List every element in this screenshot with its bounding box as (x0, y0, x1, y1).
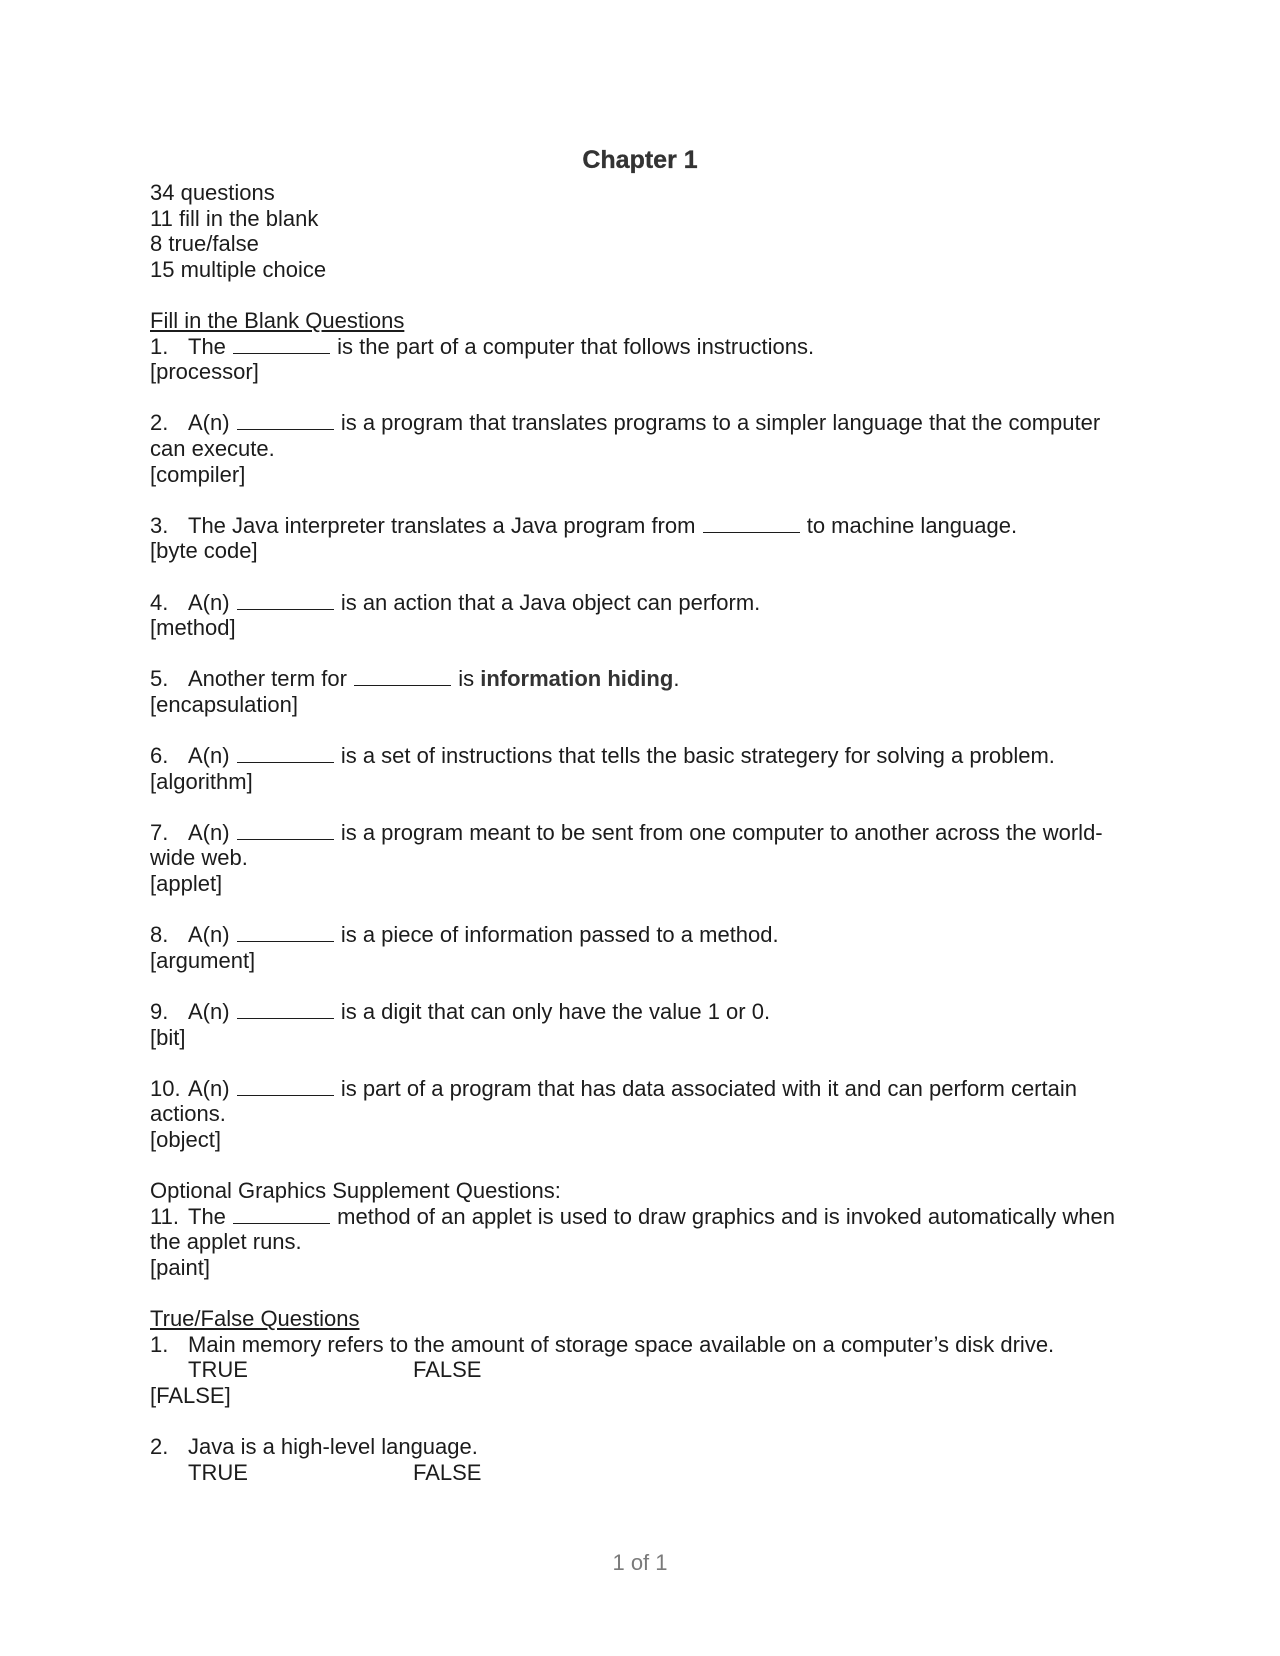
answer-blank (354, 666, 451, 686)
question-suffix: is a set of instructions that tells the basic strategery for solving a problem. (340, 743, 1055, 769)
question-prefix: A(n) (188, 1075, 230, 1101)
question-number: 2. (150, 410, 169, 436)
answer-key: [object] (150, 1126, 221, 1152)
question-prefix: A(n) (188, 999, 230, 1024)
answer-key: [FALSE] (150, 1382, 231, 1408)
fill-question-10 (150, 1076, 1130, 1127)
tf-section-heading: True/False Questions (150, 1306, 360, 1332)
answer-key: [bit] (150, 1024, 186, 1050)
answer-blank (237, 999, 334, 1019)
summary-line: 34 questions (150, 180, 275, 205)
fill-question-5 (150, 666, 1130, 692)
answer-key: [argument] (150, 947, 256, 973)
question-number: 4. (150, 589, 169, 615)
question-number: 5. (150, 666, 169, 692)
bold-phrase: information hiding (480, 666, 674, 692)
question-number: 1. (150, 1331, 169, 1357)
question-number: 10. (150, 1075, 181, 1101)
question-number: 9. (150, 999, 169, 1024)
question-suffix: is a piece of information passed to a method. (340, 922, 779, 948)
answer-blank (703, 513, 800, 533)
answer-key: [algorithm] (150, 768, 253, 794)
question-prefix: The (188, 1203, 226, 1229)
question-suffix: is an action that a Java object can perform. (340, 589, 761, 615)
fill-question-2 (150, 410, 1130, 461)
fill-question-4 (150, 590, 1130, 616)
answer-key: [applet] (150, 871, 223, 897)
fill-question-9 (150, 999, 1130, 1025)
option-true: TRUE (188, 1357, 248, 1383)
question-number: 11. (150, 1203, 179, 1229)
question-suffix: is part of a program that has data associated with it and can perform certain actions. (150, 1075, 1077, 1127)
question-number: 2. (150, 1434, 169, 1460)
question-prefix: The Java interpreter translates a Java program from (188, 512, 696, 538)
question-suffix: method of an applet is used to draw graphics and is invoked automatically when the applet runs. (150, 1203, 1115, 1255)
fill-question-1 (150, 334, 1130, 360)
option-false: FALSE (413, 1357, 482, 1383)
answer-blank (237, 410, 334, 430)
answer-key: [method] (150, 615, 236, 641)
option-false: FALSE (413, 1459, 482, 1485)
summary-line: 8 true/false (150, 231, 259, 257)
fill-question-7 (150, 820, 1130, 871)
fill-question-3 (150, 513, 1130, 539)
tf-options (150, 1460, 1130, 1486)
answer-blank (237, 922, 334, 942)
question-text: Java is a high-level language. (188, 1434, 478, 1460)
answer-key: [encapsulation] (150, 691, 298, 717)
summary-line: 11 fill in the blank (150, 205, 319, 231)
question-prefix: A(n) (188, 922, 230, 948)
answer-blank (237, 590, 334, 610)
answer-key: [byte code] (150, 538, 258, 564)
answer-key: [compiler] (150, 461, 246, 487)
optional-question-11 (150, 1204, 1130, 1255)
question-number: 6. (150, 743, 169, 769)
tf-question-1 (150, 1332, 1130, 1358)
optional-section-heading: Optional Graphics Supplement Questions: (150, 1178, 561, 1204)
question-number: 3. (150, 512, 169, 538)
question-prefix: A(n) (188, 410, 230, 436)
document-title: Chapter 1 (582, 146, 698, 174)
document-page (150, 140, 1130, 1485)
answer-blank (237, 820, 334, 840)
fill-section-heading: Fill in the Blank Questions (150, 307, 405, 333)
question-suffix: is (458, 666, 475, 692)
question-suffix: is a program meant to be sent from one computer to another across the world-wide web. (150, 819, 1103, 871)
answer-blank (233, 334, 330, 354)
question-prefix: The (188, 333, 226, 359)
question-suffix: is the part of a computer that follows instructions. (337, 333, 815, 359)
fill-question-8 (150, 922, 1130, 948)
question-number: 1. (150, 333, 169, 359)
question-suffix-end: . (673, 666, 680, 692)
fill-question-6 (150, 743, 1130, 769)
answer-key: [processor] (150, 359, 259, 385)
question-suffix: to machine language. (806, 512, 1018, 538)
tf-question-2 (150, 1434, 1130, 1460)
page-indicator: 1 of 1 (612, 1550, 668, 1575)
answer-blank (233, 1204, 330, 1224)
summary-line: 15 multiple choice (150, 256, 327, 282)
tf-options (150, 1357, 1130, 1383)
answer-blank (237, 1076, 334, 1096)
question-number: 7. (150, 819, 169, 845)
question-prefix: Another term for (188, 666, 347, 692)
option-true: TRUE (188, 1459, 248, 1485)
question-number: 8. (150, 922, 169, 948)
question-text: Main memory refers to the amount of storage space available on a computer’s disk drive. (188, 1331, 1055, 1357)
question-prefix: A(n) (188, 743, 230, 769)
question-suffix: is a digit that can only have the value 1 or 0. (340, 999, 771, 1024)
question-prefix: A(n) (188, 589, 230, 615)
answer-key: [paint] (150, 1254, 210, 1280)
answer-blank (237, 743, 334, 763)
question-prefix: A(n) (188, 819, 230, 845)
question-suffix: is a program that translates programs to a simpler language that the computer can execute. (150, 410, 1101, 461)
